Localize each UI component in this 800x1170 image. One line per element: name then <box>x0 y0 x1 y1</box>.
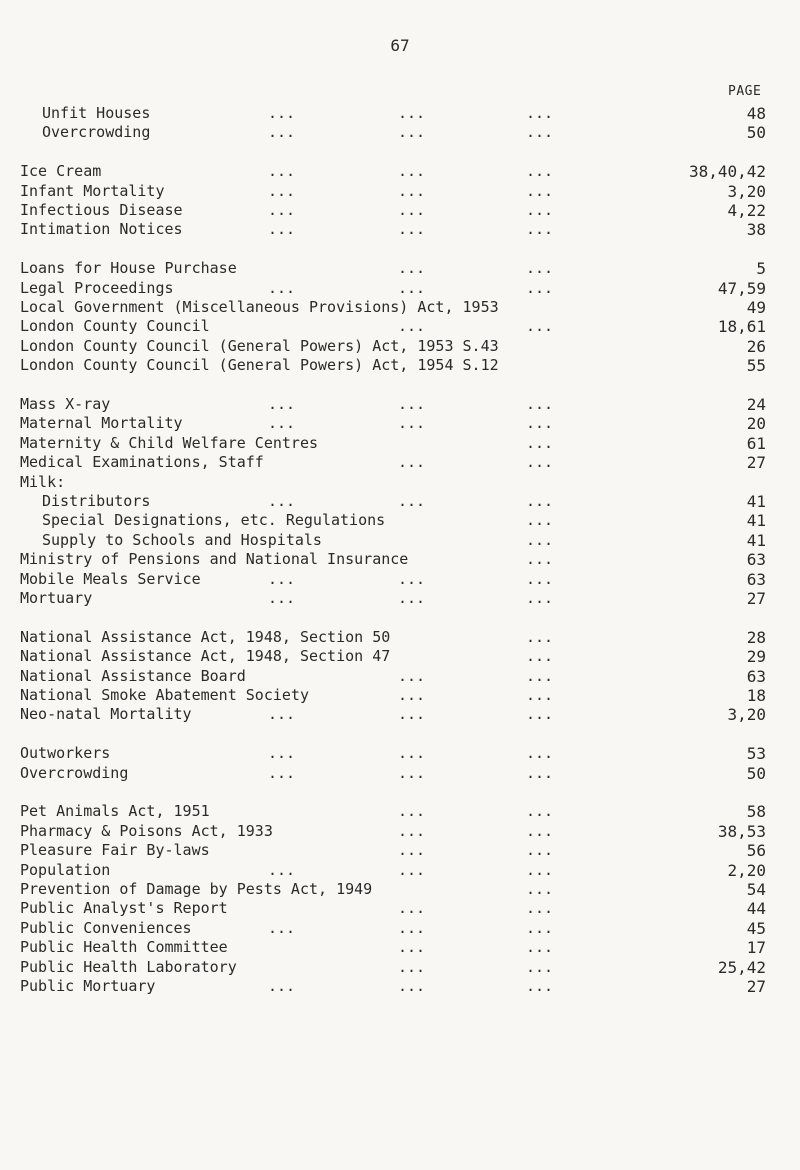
leader-dots: ... <box>398 201 426 219</box>
entry-label: Maternal Mortality <box>20 414 183 432</box>
entry-page: 18,61 <box>717 317 766 336</box>
entry-page: 63 <box>746 570 766 589</box>
index-entry <box>0 279 800 299</box>
leader-dots: ... <box>526 589 554 607</box>
leader-dots: ... <box>398 958 426 976</box>
index-entry <box>0 861 800 881</box>
leader-dots: ... <box>398 162 426 180</box>
leader-dots: ... <box>526 919 554 937</box>
entry-label: Local Government (Miscellaneous Provisions) Act, 1953 <box>20 298 499 316</box>
leader-dots: ... <box>268 705 296 723</box>
leader-dots: ... <box>526 667 554 685</box>
leader-dots: ... <box>268 414 296 432</box>
leader-dots: ... <box>526 317 554 335</box>
index-entry <box>0 550 800 570</box>
entry-label: Public Health Laboratory <box>20 958 237 976</box>
leader-dots: ... <box>526 220 554 238</box>
entry-label: National Assistance Act, 1948, Section 50 <box>20 628 391 646</box>
index-entry <box>0 492 800 512</box>
leader-dots: ... <box>526 570 554 588</box>
entry-page: 49 <box>746 298 766 317</box>
index-entry <box>0 511 800 531</box>
index-entry <box>0 938 800 958</box>
leader-dots: ... <box>398 104 426 122</box>
index-entry <box>0 744 800 764</box>
leader-dots: ... <box>268 104 296 122</box>
leader-dots: ... <box>398 453 426 471</box>
index-entry <box>0 434 800 454</box>
entry-label: Special Designations, etc. Regulations <box>42 511 386 529</box>
entry-label: Medical Examinations, Staff <box>20 453 264 471</box>
entry-label: Unfit Houses <box>42 104 151 122</box>
index-entry <box>0 317 800 337</box>
index-entry <box>0 841 800 861</box>
entry-page: 50 <box>746 764 766 783</box>
entry-label: Mass X-ray <box>20 395 111 413</box>
entry-label: National Smoke Abatement Society <box>20 686 309 704</box>
index-entry <box>0 414 800 434</box>
leader-dots: ... <box>398 123 426 141</box>
leader-dots: ... <box>526 550 554 568</box>
leader-dots: ... <box>398 744 426 762</box>
entry-label: Ministry of Pensions and National Insurance <box>20 550 409 568</box>
leader-dots: ... <box>526 123 554 141</box>
entry-label: Public Analyst's Report <box>20 899 228 917</box>
entry-label: National Assistance Board <box>20 667 246 685</box>
index-entry <box>0 589 800 609</box>
leader-dots: ... <box>398 686 426 704</box>
entry-page: 44 <box>746 899 766 918</box>
leader-dots: ... <box>526 822 554 840</box>
leader-dots: ... <box>398 570 426 588</box>
entry-label: London County Council (General Powers) Act, 1954 S.12 <box>20 356 499 374</box>
leader-dots: ... <box>526 201 554 219</box>
entry-page: 48 <box>746 104 766 123</box>
entry-page: 27 <box>746 453 766 472</box>
leader-dots: ... <box>268 919 296 937</box>
leader-dots: ... <box>526 104 554 122</box>
leader-dots: ... <box>268 182 296 200</box>
entry-label: Milk: <box>20 473 66 491</box>
leader-dots: ... <box>398 317 426 335</box>
index-entry <box>0 628 800 648</box>
entry-page: 20 <box>746 414 766 433</box>
leader-dots: ... <box>526 977 554 995</box>
entry-page: 41 <box>746 531 766 550</box>
index-entry <box>0 220 800 240</box>
entry-page: 45 <box>746 919 766 938</box>
entry-label: Pet Animals Act, 1951 <box>20 802 210 820</box>
entry-page: 38 <box>746 220 766 239</box>
index-entry <box>0 356 800 376</box>
leader-dots: ... <box>526 531 554 549</box>
entry-label: Prevention of Damage by Pests Act, 1949 <box>20 880 373 898</box>
entry-page: 3,20 <box>727 705 766 724</box>
entry-page: 25,42 <box>717 958 766 977</box>
index-entry <box>0 899 800 919</box>
leader-dots: ... <box>268 201 296 219</box>
entry-label: Population <box>20 861 111 879</box>
entry-label: Ice Cream <box>20 162 102 180</box>
leader-dots: ... <box>526 958 554 976</box>
entry-page: 18 <box>746 686 766 705</box>
leader-dots: ... <box>268 492 296 510</box>
leader-dots: ... <box>268 744 296 762</box>
leader-dots: ... <box>398 802 426 820</box>
leader-dots: ... <box>268 764 296 782</box>
entry-label: National Assistance Act, 1948, Section 47 <box>20 647 391 665</box>
index-entry <box>0 453 800 473</box>
leader-dots: ... <box>526 279 554 297</box>
entry-label: Public Health Committee <box>20 938 228 956</box>
index-entry <box>0 667 800 687</box>
leader-dots: ... <box>526 395 554 413</box>
leader-dots: ... <box>268 861 296 879</box>
entry-label: Neo-natal Mortality <box>20 705 192 723</box>
entry-page: 17 <box>746 938 766 957</box>
entry-page: 53 <box>746 744 766 763</box>
entry-page: 27 <box>746 589 766 608</box>
leader-dots: ... <box>398 279 426 297</box>
entry-label: Public Mortuary <box>20 977 156 995</box>
index-entry <box>0 298 800 318</box>
leader-dots: ... <box>268 589 296 607</box>
index-entry <box>0 123 800 143</box>
index-entry <box>0 686 800 706</box>
entry-label: Pleasure Fair By-laws <box>20 841 210 859</box>
leader-dots: ... <box>398 919 426 937</box>
leader-dots: ... <box>526 764 554 782</box>
entry-label: Maternity & Child Welfare Centres <box>20 434 319 452</box>
index-entry <box>0 104 800 124</box>
entry-page: 41 <box>746 511 766 530</box>
leader-dots: ... <box>398 977 426 995</box>
leader-dots: ... <box>526 899 554 917</box>
leader-dots: ... <box>268 123 296 141</box>
entry-label: Legal Proceedings <box>20 279 174 297</box>
index-entry <box>0 647 800 667</box>
leader-dots: ... <box>526 686 554 704</box>
leader-dots: ... <box>268 570 296 588</box>
index-entry <box>0 822 800 842</box>
leader-dots: ... <box>526 259 554 277</box>
entry-label: Loans for House Purchase <box>20 259 237 277</box>
leader-dots: ... <box>398 861 426 879</box>
leader-dots: ... <box>398 938 426 956</box>
entry-label: Infant Mortality <box>20 182 165 200</box>
index-entry <box>0 977 800 997</box>
entry-label: Outworkers <box>20 744 111 762</box>
index-entry <box>0 531 800 551</box>
index-entry <box>0 802 800 822</box>
leader-dots: ... <box>526 802 554 820</box>
entry-page: 4,22 <box>727 201 766 220</box>
entry-label: Public Conveniences <box>20 919 192 937</box>
entry-page: 63 <box>746 667 766 686</box>
leader-dots: ... <box>526 880 554 898</box>
leader-dots: ... <box>398 589 426 607</box>
leader-dots: ... <box>398 822 426 840</box>
leader-dots: ... <box>526 861 554 879</box>
entry-page: 38,40,42 <box>688 162 766 181</box>
leader-dots: ... <box>398 841 426 859</box>
entry-page: 41 <box>746 492 766 511</box>
entry-page: 5 <box>756 259 766 278</box>
entry-page: 29 <box>746 647 766 666</box>
entry-page: 61 <box>746 434 766 453</box>
leader-dots: ... <box>526 511 554 529</box>
entry-label: London County Council <box>20 317 210 335</box>
index-entry <box>0 201 800 221</box>
index-entry <box>0 473 800 493</box>
entry-label: Mobile Meals Service <box>20 570 201 588</box>
leader-dots: ... <box>398 220 426 238</box>
index-entry <box>0 259 800 279</box>
leader-dots: ... <box>398 705 426 723</box>
entry-page: 27 <box>746 977 766 996</box>
leader-dots: ... <box>526 182 554 200</box>
leader-dots: ... <box>526 705 554 723</box>
leader-dots: ... <box>398 899 426 917</box>
leader-dots: ... <box>526 434 554 452</box>
leader-dots: ... <box>526 162 554 180</box>
index-entry <box>0 958 800 978</box>
leader-dots: ... <box>268 977 296 995</box>
entry-page: 38,53 <box>717 822 766 841</box>
leader-dots: ... <box>398 259 426 277</box>
leader-dots: ... <box>526 647 554 665</box>
leader-dots: ... <box>526 628 554 646</box>
index-entry <box>0 764 800 784</box>
entry-page: 58 <box>746 802 766 821</box>
entry-page: 2,20 <box>727 861 766 880</box>
entry-label: Mortuary <box>20 589 93 607</box>
index-entry <box>0 182 800 202</box>
entry-label: London County Council (General Powers) Act, 1953 S.43 <box>20 337 499 355</box>
entry-page: 47,59 <box>717 279 766 298</box>
leader-dots: ... <box>268 220 296 238</box>
entry-page: 56 <box>746 841 766 860</box>
entry-label: Infectious Disease <box>20 201 183 219</box>
leader-dots: ... <box>526 744 554 762</box>
leader-dots: ... <box>526 414 554 432</box>
leader-dots: ... <box>398 764 426 782</box>
entry-label: Intimation Notices <box>20 220 183 238</box>
index-entry <box>0 162 800 182</box>
index-entry <box>0 395 800 415</box>
leader-dots: ... <box>526 453 554 471</box>
entry-label: Overcrowding <box>42 123 151 141</box>
leader-dots: ... <box>398 492 426 510</box>
entry-label: Overcrowding <box>20 764 129 782</box>
index-entry <box>0 705 800 725</box>
entry-page: 24 <box>746 395 766 414</box>
page-column-header: PAGE <box>728 84 762 99</box>
leader-dots: ... <box>398 667 426 685</box>
page-number: 67 <box>390 36 410 55</box>
entry-page: 3,20 <box>727 182 766 201</box>
leader-dots: ... <box>526 492 554 510</box>
leader-dots: ... <box>526 841 554 859</box>
leader-dots: ... <box>398 395 426 413</box>
leader-dots: ... <box>398 182 426 200</box>
entry-label: Pharmacy & Poisons Act, 1933 <box>20 822 273 840</box>
entry-page: 55 <box>746 356 766 375</box>
entry-page: 63 <box>746 550 766 569</box>
entry-label: Supply to Schools and Hospitals <box>42 531 322 549</box>
entry-label: Distributors <box>42 492 151 510</box>
leader-dots: ... <box>526 938 554 956</box>
index-entry <box>0 880 800 900</box>
index-entry <box>0 570 800 590</box>
entry-page: 50 <box>746 123 766 142</box>
entry-page: 54 <box>746 880 766 899</box>
index-entry <box>0 919 800 939</box>
entry-page: 26 <box>746 337 766 356</box>
leader-dots: ... <box>398 414 426 432</box>
index-entry <box>0 337 800 357</box>
leader-dots: ... <box>268 395 296 413</box>
entry-page: 28 <box>746 628 766 647</box>
leader-dots: ... <box>268 279 296 297</box>
leader-dots: ... <box>268 162 296 180</box>
